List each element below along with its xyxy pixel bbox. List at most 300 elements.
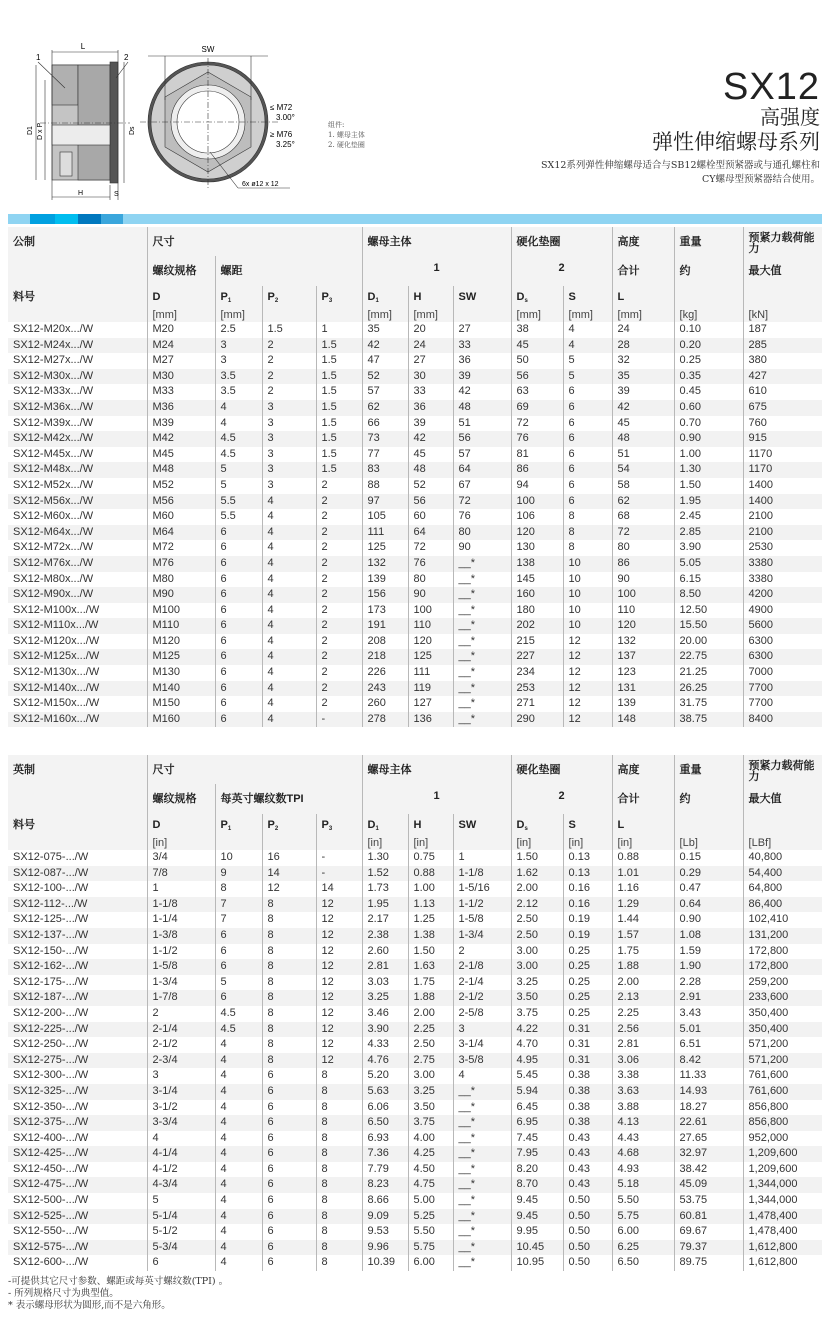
label-D1: D1 [27, 126, 34, 135]
cell-p1: 6 [215, 556, 262, 572]
cell-p3: 8 [316, 1162, 362, 1178]
cell-p2: 6 [262, 1255, 316, 1271]
cell-h: 1.63 [408, 959, 453, 975]
cell-d1: 218 [362, 649, 408, 665]
header-weight: 重量 [674, 227, 743, 256]
cell-part-number: SX12-575-.../W [8, 1240, 147, 1256]
cell-weight: 3.90 [674, 540, 743, 556]
header-part-number: 料号 [8, 286, 147, 322]
column-header-h [408, 286, 453, 322]
cell-p3: 8 [316, 1255, 362, 1271]
table-row [8, 681, 822, 697]
cell-s: 0.19 [563, 912, 612, 928]
cell-part-number: SX12-M27x.../W [13, 354, 94, 367]
cell-s: 0.16 [563, 881, 612, 897]
cell-d1: 3.46 [362, 1006, 408, 1022]
cell-d1: 5.20 [362, 1068, 408, 1084]
header-nut-number: 1 [362, 256, 511, 286]
cell-d: 1-3/4 [147, 975, 215, 991]
cell-d1: 1.30 [362, 850, 408, 866]
angle-large-label: ≥ M76 [270, 130, 293, 139]
table-row [8, 928, 822, 944]
column-subscript: s [524, 826, 528, 832]
table-row [8, 1193, 822, 1209]
cell-h: 4.75 [408, 1177, 453, 1193]
cell-load: 172,800 [743, 944, 822, 960]
cell-sw: __* [453, 587, 511, 603]
cell-p2: 3 [262, 478, 316, 494]
cell-load: 952,000 [743, 1131, 822, 1147]
cell-weight: 26.25 [674, 681, 743, 697]
cell-s: 5 [563, 369, 612, 385]
cell-p3: 2 [316, 618, 362, 634]
cell-s: 8 [563, 509, 612, 525]
cell-part-number: SX12-M39x.../W [13, 416, 94, 429]
cell-h: 80 [408, 572, 453, 588]
holes-label: 6x ø12 x 12 [242, 181, 279, 188]
cell-ds: 234 [511, 665, 563, 681]
cell-p3: 12 [316, 1022, 362, 1038]
table-row [8, 462, 822, 478]
cell-p1: 5 [215, 462, 262, 478]
cell-p2: 4 [262, 681, 316, 697]
cell-d: M72 [147, 540, 215, 556]
column-unit: [LBf] [748, 837, 772, 849]
cell-l: 68 [612, 509, 674, 525]
table-row [8, 1037, 822, 1053]
column-header-p3 [316, 814, 362, 850]
description-line: SX12系列弹性伸缩螺母适合与SB12螺栓型预紧器或与通孔螺柱和 [541, 160, 820, 171]
cell-p2: 4 [262, 696, 316, 712]
cell-l: 5.75 [612, 1209, 674, 1225]
cell-h: 127 [408, 696, 453, 712]
cell-weight: 1.00 [674, 447, 743, 463]
cell-p1: 6 [215, 959, 262, 975]
column-header-p3 [316, 286, 362, 322]
cell-sw: __* [453, 649, 511, 665]
cell-p1: 6 [215, 712, 262, 728]
cell-ds: 180 [511, 603, 563, 619]
cell-s: 6 [563, 416, 612, 432]
cell-weight: 5.01 [674, 1022, 743, 1038]
cell-p2: 2 [262, 384, 316, 400]
cell-s: 4 [563, 322, 612, 338]
cell-ds: 50 [511, 353, 563, 369]
cell-p3: 1.5 [316, 384, 362, 400]
column-symbol: S [568, 819, 576, 831]
nut-technical-drawing [20, 40, 300, 210]
cell-d1: 3.25 [362, 990, 408, 1006]
cell-sw: 27 [453, 322, 511, 338]
cell-l: 1.44 [612, 912, 674, 928]
cell-load: 5600 [743, 618, 822, 634]
cell-d1: 47 [362, 353, 408, 369]
cell-p2: 8 [262, 990, 316, 1006]
cell-load: 1,344,000 [743, 1177, 822, 1193]
cell-p1: 4.5 [215, 1022, 262, 1038]
cell-p3: 8 [316, 1100, 362, 1116]
cell-weight: 1.50 [674, 478, 743, 494]
cell-ds: 69 [511, 400, 563, 416]
product-series-name: 弹性伸缩螺母系列 [652, 131, 820, 154]
cell-l: 1.75 [612, 944, 674, 960]
cell-ds: 215 [511, 634, 563, 650]
cell-p1: 8 [215, 881, 262, 897]
table-row [8, 556, 822, 572]
column-header-weight [674, 286, 743, 322]
cell-h: 33 [408, 384, 453, 400]
cell-s: 0.38 [563, 1115, 612, 1131]
cell-p3: 8 [316, 1209, 362, 1225]
cell-part-number: SX12-M150x.../W [13, 697, 100, 710]
table-row [8, 587, 822, 603]
cell-d: 3 [147, 1068, 215, 1084]
cell-sw: __* [453, 665, 511, 681]
cell-h: 6.00 [408, 1255, 453, 1271]
cell-l: 4.93 [612, 1162, 674, 1178]
cell-h: 4.25 [408, 1146, 453, 1162]
cell-d: 1-1/2 [147, 944, 215, 960]
cell-sw: __* [453, 681, 511, 697]
column-header-load [743, 286, 822, 322]
header-max: 最大值 [743, 784, 822, 814]
cell-s: 10 [563, 556, 612, 572]
cell-load: 172,800 [743, 959, 822, 975]
band-segment [30, 214, 55, 224]
cell-part-number: SX12-M72x.../W [13, 541, 94, 554]
label-Ds: Ds [129, 126, 136, 135]
cell-d: M30 [147, 369, 215, 385]
metric-spec-table [8, 227, 822, 727]
column-unit: [mm] [568, 309, 593, 321]
cell-p1: 6 [215, 540, 262, 556]
cell-weight: 0.20 [674, 338, 743, 354]
cell-load: 7000 [743, 665, 822, 681]
cell-part-number: SX12-400-.../W [13, 1131, 89, 1144]
cell-l: 51 [612, 447, 674, 463]
cell-s: 0.25 [563, 944, 612, 960]
cell-p2: 3 [262, 447, 316, 463]
cell-part-number: SX12-M100x.../W [13, 603, 100, 616]
cell-p1: 4 [215, 1146, 262, 1162]
cell-sw: 3 [453, 1022, 511, 1038]
cell-weight: 1.30 [674, 462, 743, 478]
cell-ds: 290 [511, 712, 563, 728]
cell-d1: 9.53 [362, 1224, 408, 1240]
cell-p1: 4 [215, 1084, 262, 1100]
cell-load: 1,209,600 [743, 1162, 822, 1178]
column-header-l [612, 286, 674, 322]
cell-part-number: SX12-550-.../W [13, 1225, 89, 1238]
cell-load: 761,600 [743, 1084, 822, 1100]
cell-p3: 12 [316, 959, 362, 975]
column-header-d [147, 286, 215, 322]
column-unit: [in] [367, 837, 383, 849]
cell-l: 58 [612, 478, 674, 494]
cell-sw: 67 [453, 478, 511, 494]
cell-p2: 16 [262, 850, 316, 866]
cell-h: 4.50 [408, 1162, 453, 1178]
cell-p2: 8 [262, 1037, 316, 1053]
cell-h: 64 [408, 525, 453, 541]
cell-s: 0.13 [563, 850, 612, 866]
column-header-load [743, 814, 822, 850]
cell-p3: 12 [316, 1006, 362, 1022]
cell-p3: 1.5 [316, 462, 362, 478]
cell-d: 7/8 [147, 866, 215, 882]
cell-ds: 86 [511, 462, 563, 478]
header-pitch: 螺距 [215, 256, 362, 286]
label-H: H [78, 190, 84, 197]
cell-sw: __* [453, 1115, 511, 1131]
cell-sw: 51 [453, 416, 511, 432]
header-row-columns [8, 814, 822, 850]
cell-d: 2 [147, 1006, 215, 1022]
cell-ds: 7.45 [511, 1131, 563, 1147]
cell-part-number: SX12-275-.../W [8, 1053, 147, 1069]
cell-p2: 14 [262, 866, 316, 882]
cell-sw: 56 [453, 431, 511, 447]
column-symbol: L [617, 291, 625, 303]
cell-h: 125 [408, 649, 453, 665]
cell-p3: 12 [316, 897, 362, 913]
cell-l: 5.18 [612, 1177, 674, 1193]
cell-d: M24 [147, 338, 215, 354]
column-subscript: 1 [227, 298, 232, 304]
cell-l: 2.13 [612, 990, 674, 1006]
cell-p1: 4 [215, 1037, 262, 1053]
table-row [8, 1068, 822, 1084]
legend-item: 2. 硬化垫圈 [328, 141, 365, 149]
cell-load: 102,410 [743, 912, 822, 928]
cell-h: 1.13 [408, 897, 453, 913]
cell-weight: 0.60 [674, 400, 743, 416]
cell-s: 0.13 [563, 866, 612, 882]
cell-sw: __* [453, 1177, 511, 1193]
cell-part-number: SX12-162-.../W [8, 959, 147, 975]
cell-sw: 72 [453, 494, 511, 510]
cell-weight: 2.85 [674, 525, 743, 541]
header-thread: 螺纹规格 [147, 256, 215, 286]
cell-h: 45 [408, 447, 453, 463]
column-subscript: s [524, 298, 528, 304]
cell-part-number: SX12-150-.../W [13, 944, 89, 957]
cell-ds: 6.45 [511, 1100, 563, 1116]
header-row-sub [8, 256, 822, 286]
cell-d: M27 [147, 353, 215, 369]
cell-weight: 38.75 [674, 712, 743, 728]
column-header-sw [453, 814, 511, 850]
cell-l: 6.25 [612, 1240, 674, 1256]
cell-h: 56 [408, 494, 453, 510]
cell-s: 6 [563, 431, 612, 447]
header-system: 英制 [8, 755, 147, 784]
cell-load: 1170 [743, 447, 822, 463]
header-height: 高度 [612, 227, 674, 256]
cell-d1: 4.76 [362, 1053, 408, 1069]
cell-s: 12 [563, 665, 612, 681]
cell-p3: 2 [316, 572, 362, 588]
cell-h: 1.00 [408, 881, 453, 897]
cell-part-number: SX12-450-.../W [13, 1162, 89, 1175]
cell-part-number: SX12-200-.../W [13, 1006, 89, 1019]
cell-load: 915 [743, 431, 822, 447]
cell-sw: 57 [453, 447, 511, 463]
cell-h: 2.75 [408, 1053, 453, 1069]
cell-part-number: SX12-M52x.../W [13, 478, 94, 491]
table-row [8, 696, 822, 712]
cell-d1: 3.03 [362, 975, 408, 991]
cell-p1: 6 [215, 634, 262, 650]
cell-weight: 5.05 [674, 556, 743, 572]
cell-ds: 5.45 [511, 1068, 563, 1084]
cell-load: 1,344,000 [743, 1193, 822, 1209]
cell-p3: 12 [316, 928, 362, 944]
cell-d: M130 [147, 665, 215, 681]
cell-d: 3-1/4 [147, 1084, 215, 1100]
cell-h: 3.50 [408, 1100, 453, 1116]
cell-p1: 4 [215, 1193, 262, 1209]
column-unit: [mm] [413, 309, 438, 321]
cell-h: 1.25 [408, 912, 453, 928]
cell-d1: 208 [362, 634, 408, 650]
header-dimensions: 尺寸 [147, 227, 362, 256]
cell-d: 1 [147, 881, 215, 897]
cell-s: 10 [563, 603, 612, 619]
cell-s: 6 [563, 462, 612, 478]
cell-p1: 4 [215, 1100, 262, 1116]
cell-h: 5.00 [408, 1193, 453, 1209]
cell-ds: 5.94 [511, 1084, 563, 1100]
header-thread: 螺纹规格 [147, 784, 215, 814]
cell-l: 4.43 [612, 1131, 674, 1147]
cell-h: 0.88 [408, 866, 453, 882]
cell-h: 27 [408, 353, 453, 369]
cell-part-number: SX12-M76x.../W [8, 556, 147, 572]
cell-p2: 6 [262, 1068, 316, 1084]
cell-load: 1,612,800 [743, 1255, 822, 1271]
cell-part-number: SX12-175-.../W [13, 975, 89, 988]
cell-h: 1.50 [408, 944, 453, 960]
cell-h: 48 [408, 462, 453, 478]
cell-h: 36 [408, 400, 453, 416]
cell-p2: 8 [262, 1006, 316, 1022]
cell-sw: 2-1/8 [453, 959, 511, 975]
cell-load: 1400 [743, 494, 822, 510]
cell-p2: 6 [262, 1240, 316, 1256]
cell-weight: 31.75 [674, 696, 743, 712]
column-unit: [in] [568, 837, 584, 849]
cell-p3: 1.5 [316, 447, 362, 463]
cell-p3: 1 [316, 322, 362, 338]
cell-l: 100 [612, 587, 674, 603]
cell-p3: 14 [316, 881, 362, 897]
cell-d: M120 [147, 634, 215, 650]
column-subscript: 1 [375, 826, 379, 832]
cell-weight: 1.08 [674, 928, 743, 944]
cell-part-number: SX12-M120x.../W [13, 634, 100, 647]
cell-d1: 1.95 [362, 897, 408, 913]
column-unit: [Lb] [679, 837, 698, 849]
header-part-number: 料号 [8, 814, 147, 850]
table-row [8, 1022, 822, 1038]
footnote: - 所列规格尺寸为典型值。 [8, 1288, 119, 1299]
cell-p2: 8 [262, 912, 316, 928]
cell-p1: 6 [215, 696, 262, 712]
cell-d: M110 [147, 618, 215, 634]
cell-weight: 14.93 [674, 1084, 743, 1100]
cell-p3: 12 [316, 1053, 362, 1069]
cell-s: 12 [563, 696, 612, 712]
cell-p1: 2.5 [215, 322, 262, 338]
table-row [8, 712, 822, 728]
cell-h: 136 [408, 712, 453, 728]
column-subscript: 1 [375, 298, 379, 304]
cell-l: 4.68 [612, 1146, 674, 1162]
cell-s: 0.50 [563, 1255, 612, 1271]
cell-part-number: SX12-137-.../W [8, 928, 147, 944]
cell-ds: 3.75 [511, 1006, 563, 1022]
cell-s: 4 [563, 338, 612, 354]
column-header-d [147, 814, 215, 850]
cell-s: 0.31 [563, 1022, 612, 1038]
cell-p2: 12 [262, 881, 316, 897]
cell-d: 1-5/8 [147, 959, 215, 975]
cell-d1: 1.73 [362, 881, 408, 897]
column-symbol: H [413, 819, 422, 831]
cell-part-number: SX12-525-.../W [8, 1209, 147, 1225]
cell-weight: 0.10 [674, 322, 743, 338]
cell-d: M48 [147, 462, 215, 478]
cell-d1: 73 [362, 431, 408, 447]
cell-p2: 8 [262, 1022, 316, 1038]
cell-h: 76 [408, 556, 453, 572]
cell-d1: 139 [362, 572, 408, 588]
column-header-ds [511, 814, 563, 850]
cell-sw: __* [453, 1193, 511, 1209]
column-symbol: S [568, 291, 576, 303]
cell-ds: 10.45 [511, 1240, 563, 1256]
cell-ds: 8.70 [511, 1177, 563, 1193]
cell-p1: 3 [215, 338, 262, 354]
cell-d: 4-3/4 [147, 1177, 215, 1193]
cell-d: M56 [147, 494, 215, 510]
column-header-ds [511, 286, 563, 322]
cell-d: M20 [147, 322, 215, 338]
table-row [8, 990, 822, 1006]
cell-part-number: SX12-M130x.../W [13, 666, 100, 679]
cell-p2: 4 [262, 540, 316, 556]
cell-h: 3.75 [408, 1115, 453, 1131]
product-description [541, 159, 820, 187]
cell-p1: 4 [215, 416, 262, 432]
cell-d1: 8.23 [362, 1177, 408, 1193]
cell-l: 35 [612, 369, 674, 385]
cell-p1: 3.5 [215, 384, 262, 400]
cell-p1: 4 [215, 1209, 262, 1225]
cell-l: 5.50 [612, 1193, 674, 1209]
cell-p3: 12 [316, 944, 362, 960]
cell-ds: 4.95 [511, 1053, 563, 1069]
label-S: S [114, 191, 119, 198]
cell-h: 100 [408, 603, 453, 619]
cell-l: 45 [612, 416, 674, 432]
cell-weight: 32.97 [674, 1146, 743, 1162]
cell-part-number: SX12-425-.../W [8, 1146, 147, 1162]
cell-l: 62 [612, 494, 674, 510]
cell-p3: 2 [316, 603, 362, 619]
cell-p1: 6 [215, 681, 262, 697]
